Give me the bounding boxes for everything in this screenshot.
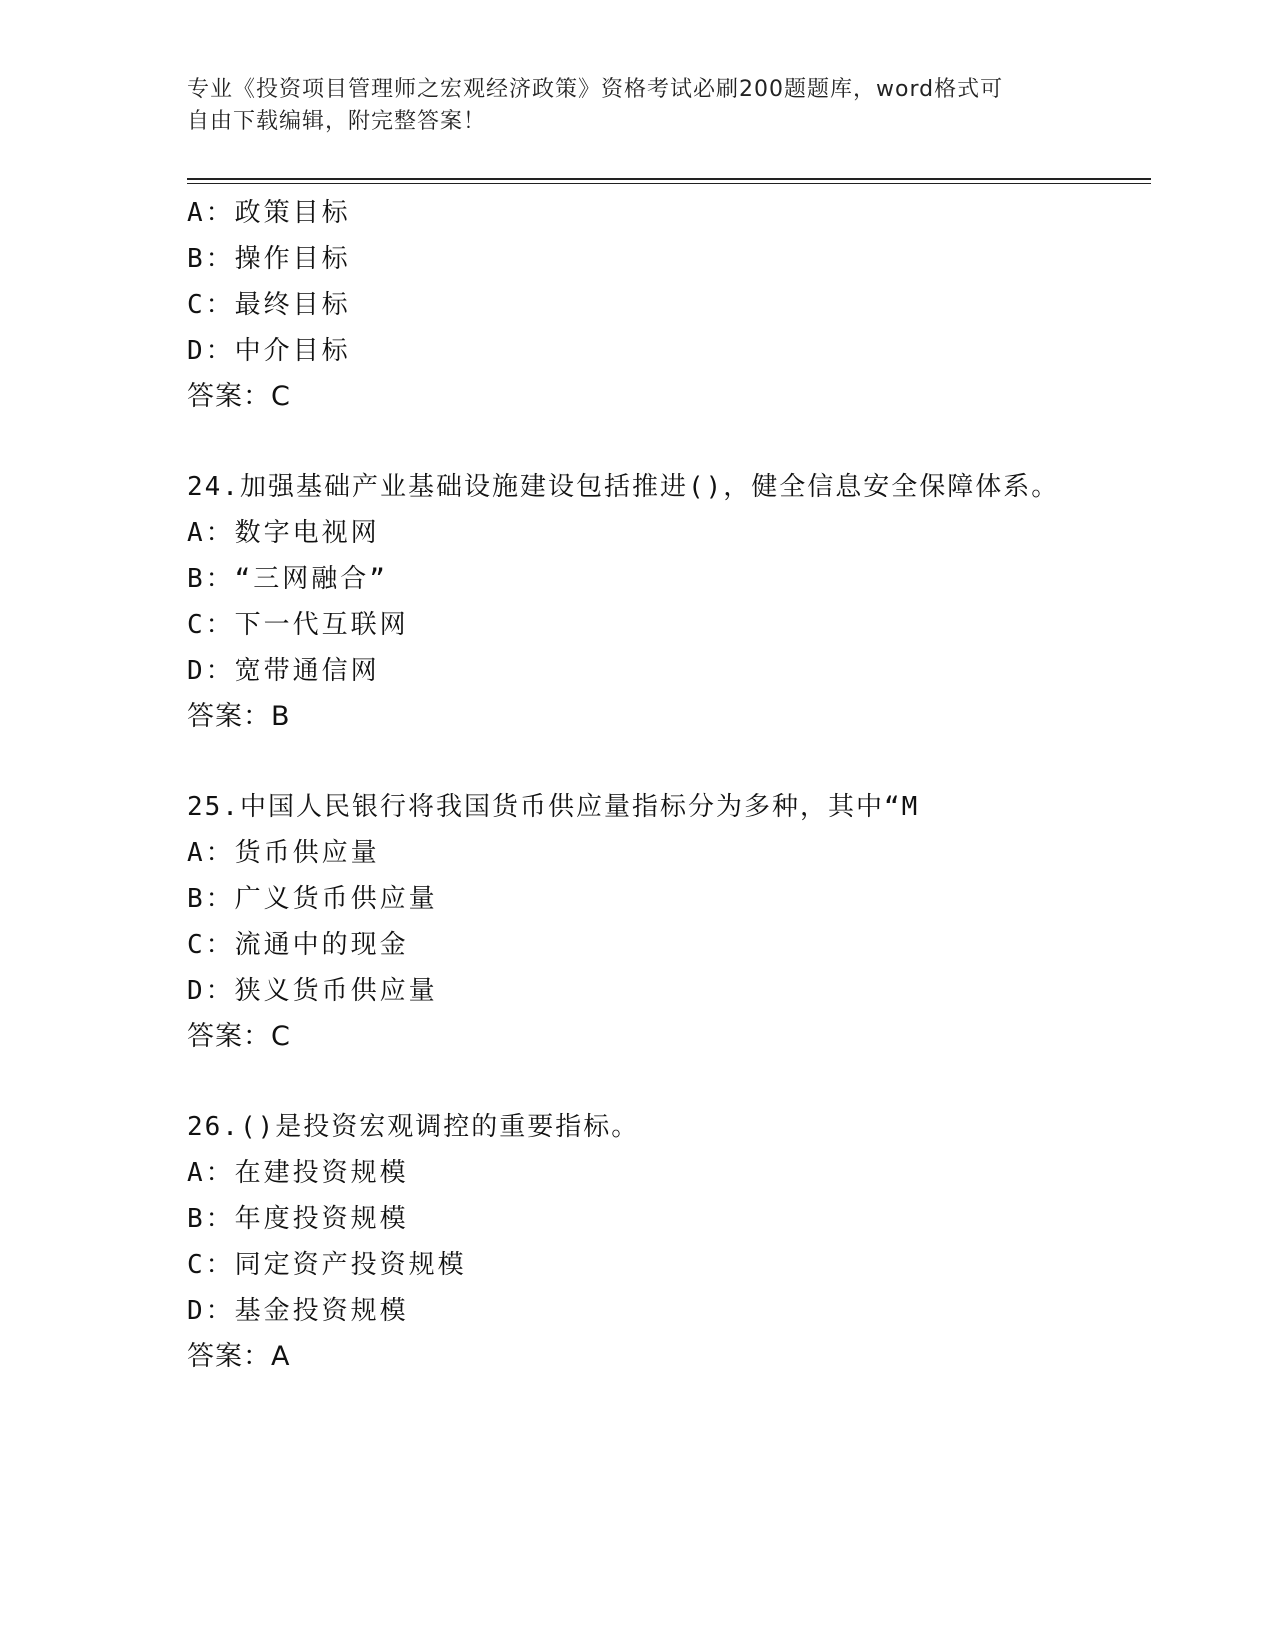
option-d: D：狭义货币供应量 bbox=[187, 976, 438, 1006]
question-list bbox=[187, 190, 1151, 1380]
question-text: 25.中国人民银行将我国货币供应量指标分为多种，其中“M bbox=[187, 792, 920, 822]
option-b: B：广义货币供应量 bbox=[187, 884, 438, 914]
option-c: C：同定资产投资规模 bbox=[187, 1250, 467, 1280]
option-a: A：政策目标 bbox=[187, 198, 351, 228]
answer-line: 答案：B bbox=[187, 701, 291, 732]
header-divider bbox=[187, 178, 1151, 180]
option-a: A：货币供应量 bbox=[187, 838, 380, 868]
option-b: B：年度投资规模 bbox=[187, 1204, 409, 1234]
option-c: C：最终目标 bbox=[187, 290, 351, 320]
option-d: D：宽带通信网 bbox=[187, 656, 380, 686]
answer-line: 答案：C bbox=[187, 1021, 291, 1052]
option-d: D：基金投资规模 bbox=[187, 1296, 409, 1326]
header-line-1: 专业《投资项目管理师之宏观经济政策》资格考试必刷200题题库，word格式可 bbox=[187, 77, 1004, 102]
question-block-24 bbox=[187, 464, 1151, 740]
question-block-23 bbox=[187, 190, 1151, 420]
question-text: 24.加强基础产业基础设施建设包括推进()，健全信息安全保障体系。 bbox=[187, 472, 1060, 502]
header-line-2: 自由下载编辑，附完整答案！ bbox=[187, 109, 487, 134]
question-text: 26.()是投资宏观调控的重要指标。 bbox=[187, 1112, 640, 1142]
option-b: B：操作目标 bbox=[187, 244, 351, 274]
header-divider-thin bbox=[187, 183, 1151, 184]
option-d: D：中介目标 bbox=[187, 336, 351, 366]
question-block-26 bbox=[187, 1104, 1151, 1380]
answer-line: 答案：C bbox=[187, 381, 291, 412]
option-b: B：“三网融合” bbox=[187, 564, 388, 594]
option-a: A：数字电视网 bbox=[187, 518, 380, 548]
spacer bbox=[187, 420, 1151, 464]
spacer bbox=[187, 740, 1151, 784]
option-c: C：流通中的现金 bbox=[187, 930, 409, 960]
spacer bbox=[187, 1060, 1151, 1104]
option-a: A：在建投资规模 bbox=[187, 1158, 409, 1188]
answer-line: 答案：A bbox=[187, 1341, 291, 1372]
question-block-25 bbox=[187, 784, 1151, 1060]
document-header bbox=[187, 74, 1087, 138]
option-c: C：下一代互联网 bbox=[187, 610, 409, 640]
